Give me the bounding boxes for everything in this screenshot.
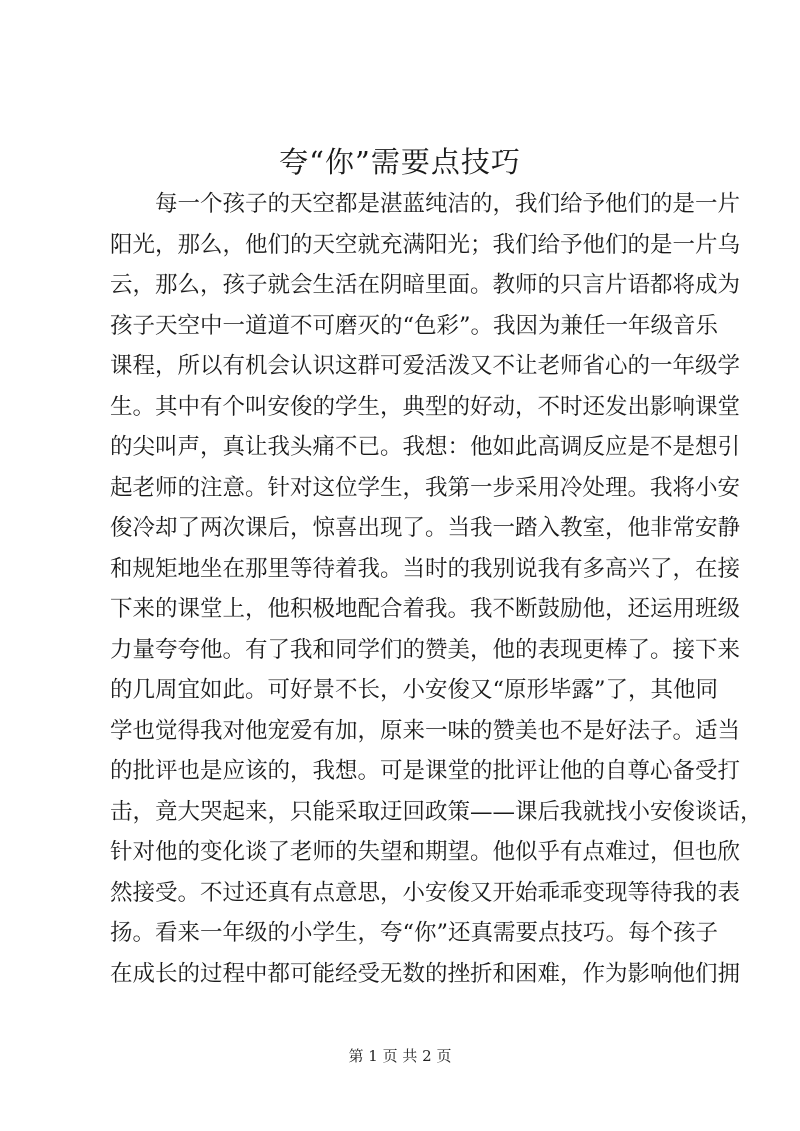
text-line: 学也觉得我对他宠爱有加，原来一味的赞美也不是好法子。适当 — [110, 717, 741, 744]
text-line: 起老师的注意。针对这位学生，我第一步采用冷处理。我将小安 — [110, 474, 741, 501]
text-line: 云，那么，孩子就会生活在阴暗里面。教师的只言片语都将成为 — [110, 272, 741, 298]
text-line: 下来的课堂上，他积极地配合着我。我不断鼓励他，还运用班级 — [110, 596, 741, 622]
text-line: 孩子天空中一道道不可磨灭的“色彩”。我因为兼任一年级音乐 — [110, 312, 719, 339]
page-number-footer: 第 1 页 共 2 页 — [348, 1047, 452, 1065]
document-title: 夸“你”需要点技巧 — [279, 145, 521, 179]
text-line: 针对他的变化谈了老师的失望和期望。他似乎有点难过，但也欣 — [110, 839, 741, 865]
text-line: 在成长的过程中都可能经受无数的挫折和困难，作为影响他们拥 — [110, 960, 741, 987]
body-paragraph — [110, 184, 763, 994]
text-line: 的几周宜如此。可好景不长，小安俊又“原形毕露”了，其他同 — [110, 677, 719, 703]
text-line: 的尖叫声，真让我头痛不已。我想：他如此高调反应是不是想引 — [110, 434, 741, 460]
text-line: 扬。看来一年级的小学生，夸“你”还真需要点技巧。每个孩子 — [110, 920, 719, 946]
text-line: 和规矩地坐在那里等待着我。当时的我别说我有多高兴了，在接 — [110, 555, 741, 582]
text-line: 课程，所以有机会认识这群可爱活泼又不让老师省心的一年级学 — [110, 353, 741, 379]
text-line: 每一个孩子的天空都是湛蓝纯洁的，我们给予他们的是一片 — [155, 191, 741, 217]
text-line: 阳光，那么，他们的天空就充满阳光；我们给予他们的是一片乌 — [110, 231, 741, 258]
text-line: 然接受。不过还真有点意思，小安俊又开始乖乖变现等待我的表 — [110, 879, 741, 906]
text-line: 生。其中有个叫安俊的学生，典型的好动，不时还发出影响课堂 — [110, 393, 741, 420]
text-line: 俊冷却了两次课后，惊喜出现了。当我一踏入教室，他非常安静 — [110, 515, 741, 541]
text-line: 力量夸夸他。有了我和同学们的赞美，他的表现更棒了。接下来 — [110, 636, 741, 663]
text-line: 击，竟大哭起来，只能采取迂回政策——课后我就找小安俊谈话， — [110, 798, 763, 825]
text-line: 的批评也是应该的，我想。可是课堂的批评让他的自尊心备受打 — [110, 758, 741, 784]
